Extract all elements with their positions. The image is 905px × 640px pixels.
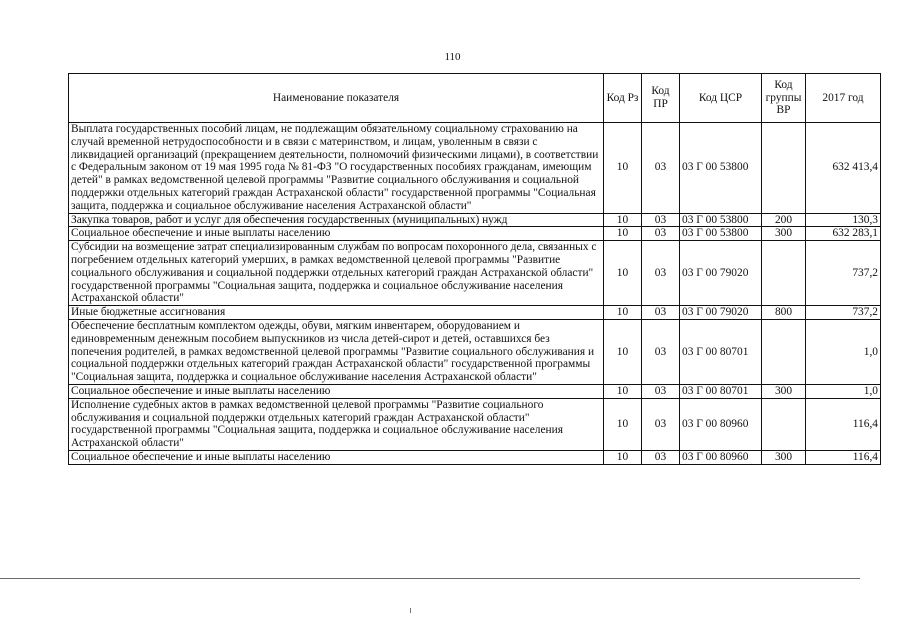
row-vr: 200: [762, 213, 806, 227]
header-csr: Код ЦСР: [680, 74, 762, 123]
row-rz: 10: [604, 123, 642, 214]
row-csr: 03 Г 00 53800: [680, 227, 762, 241]
header-name: Наименование показателя: [69, 74, 604, 123]
scan-edge-line: [0, 578, 860, 579]
row-vr: [762, 398, 806, 450]
row-name: Закупка товаров, работ и услуг для обеспечения государственных (муниципальных) нужд: [69, 213, 604, 227]
row-csr: 03 Г 00 79020: [680, 306, 762, 320]
row-vr: 800: [762, 306, 806, 320]
row-pr: 03: [642, 319, 680, 384]
row-amount: 737,2: [806, 241, 881, 306]
page-number: 110: [444, 51, 461, 63]
row-pr: 03: [642, 241, 680, 306]
header-year: 2017 год: [806, 74, 881, 123]
table-row: [69, 319, 881, 384]
row-rz: 10: [604, 450, 642, 464]
row-vr: 300: [762, 450, 806, 464]
row-pr: 03: [642, 123, 680, 214]
budget-table: [68, 73, 881, 465]
row-rz: 10: [604, 319, 642, 384]
row-vr: [762, 319, 806, 384]
row-csr: 03 Г 00 53800: [680, 213, 762, 227]
row-pr: 03: [642, 450, 680, 464]
header-vr: Код группы ВР: [762, 74, 806, 123]
row-name: Социальное обеспечение и иные выплаты населению: [69, 227, 604, 241]
header-rz: Код Рз: [604, 74, 642, 123]
row-vr: 300: [762, 384, 806, 398]
row-rz: 10: [604, 227, 642, 241]
table-row: [69, 306, 881, 320]
table-header-row: [69, 74, 881, 123]
row-amount: 130,3: [806, 213, 881, 227]
row-name: Социальное обеспечение и иные выплаты населению: [69, 384, 604, 398]
row-name: Иные бюджетные ассигнования: [69, 306, 604, 320]
row-pr: 03: [642, 384, 680, 398]
row-name: Выплата государственных пособий лицам, не подлежащим обязательному социальному страхованию на случай временной нетрудоспособности и в связи с материнством, и лицам, уволенным в связи с ликвидацией организаций (прекращением деятельности, полномочий физическими лицами), в соответствии с Федеральным законом от 19 мая 1995 года № 81-ФЗ "О государственных пособиях гражданам, имеющим детей" в рамках ведомственной целевой программы "Развитие социального обслуживания и социальной поддержки отдельных категорий граждан Астраханской области" государственной программы "Социальная защита, поддержка и социальное обслуживание населения Астраханской области": [69, 123, 604, 214]
row-csr: 03 Г 00 80960: [680, 398, 762, 450]
table-row: [69, 450, 881, 464]
row-pr: 03: [642, 398, 680, 450]
row-amount: 116,4: [806, 450, 881, 464]
row-rz: 10: [604, 241, 642, 306]
header-pr: Код ПР: [642, 74, 680, 123]
table-row: [69, 227, 881, 241]
row-csr: 03 Г 00 79020: [680, 241, 762, 306]
row-csr: 03 Г 00 80960: [680, 450, 762, 464]
table-row: [69, 398, 881, 450]
row-csr: 03 Г 00 80701: [680, 384, 762, 398]
row-vr: [762, 241, 806, 306]
table-row: [69, 123, 881, 214]
row-amount: 632 413,4: [806, 123, 881, 214]
row-csr: 03 Г 00 80701: [680, 319, 762, 384]
row-name: Исполнение судебных актов в рамках ведомственной целевой программы "Развитие социального обслуживания и социальной поддержки отдельных категорий граждан Астраханской области" государственной программы "Социальная защита, поддержка и социальное обслуживание населения Астраханской области": [69, 398, 604, 450]
row-amount: 737,2: [806, 306, 881, 320]
row-pr: 03: [642, 227, 680, 241]
row-rz: 10: [604, 306, 642, 320]
row-rz: 10: [604, 398, 642, 450]
row-pr: 03: [642, 306, 680, 320]
scan-speck: [410, 608, 411, 613]
row-vr: 300: [762, 227, 806, 241]
row-amount: 1,0: [806, 319, 881, 384]
row-name: Субсидии на возмещение затрат специализированным службам по вопросам похоронного дела, связанных с погребением отдельных категорий умерших, в рамках ведомственной целевой программы "Развитие социального обслуживания и социальной поддержки отдельных категорий граждан Астраханской области" государственной программы "Социальная защита, поддержка и социальное обслуживание населения Астраханской области": [69, 241, 604, 306]
row-amount: 1,0: [806, 384, 881, 398]
row-vr: [762, 123, 806, 214]
row-csr: 03 Г 00 53800: [680, 123, 762, 214]
row-name: Обеспечение бесплатным комплектом одежды, обуви, мягким инвентарем, оборудованием и единовременным денежным пособием выпускников из числа детей-сирот и детей, оставшихся без попечения родителей, в рамках ведомственной целевой программы "Развитие социального обслуживания и социальной поддержки отдельных категорий граждан Астраханской области" государственной программы "Социальная защита, поддержка и социальное обслуживание населения Астраханской области": [69, 319, 604, 384]
row-name: Социальное обеспечение и иные выплаты населению: [69, 450, 604, 464]
table-row: [69, 241, 881, 306]
row-amount: 632 283,1: [806, 227, 881, 241]
row-amount: 116,4: [806, 398, 881, 450]
row-rz: 10: [604, 384, 642, 398]
row-pr: 03: [642, 213, 680, 227]
table-row: [69, 384, 881, 398]
table-row: [69, 213, 881, 227]
row-rz: 10: [604, 213, 642, 227]
